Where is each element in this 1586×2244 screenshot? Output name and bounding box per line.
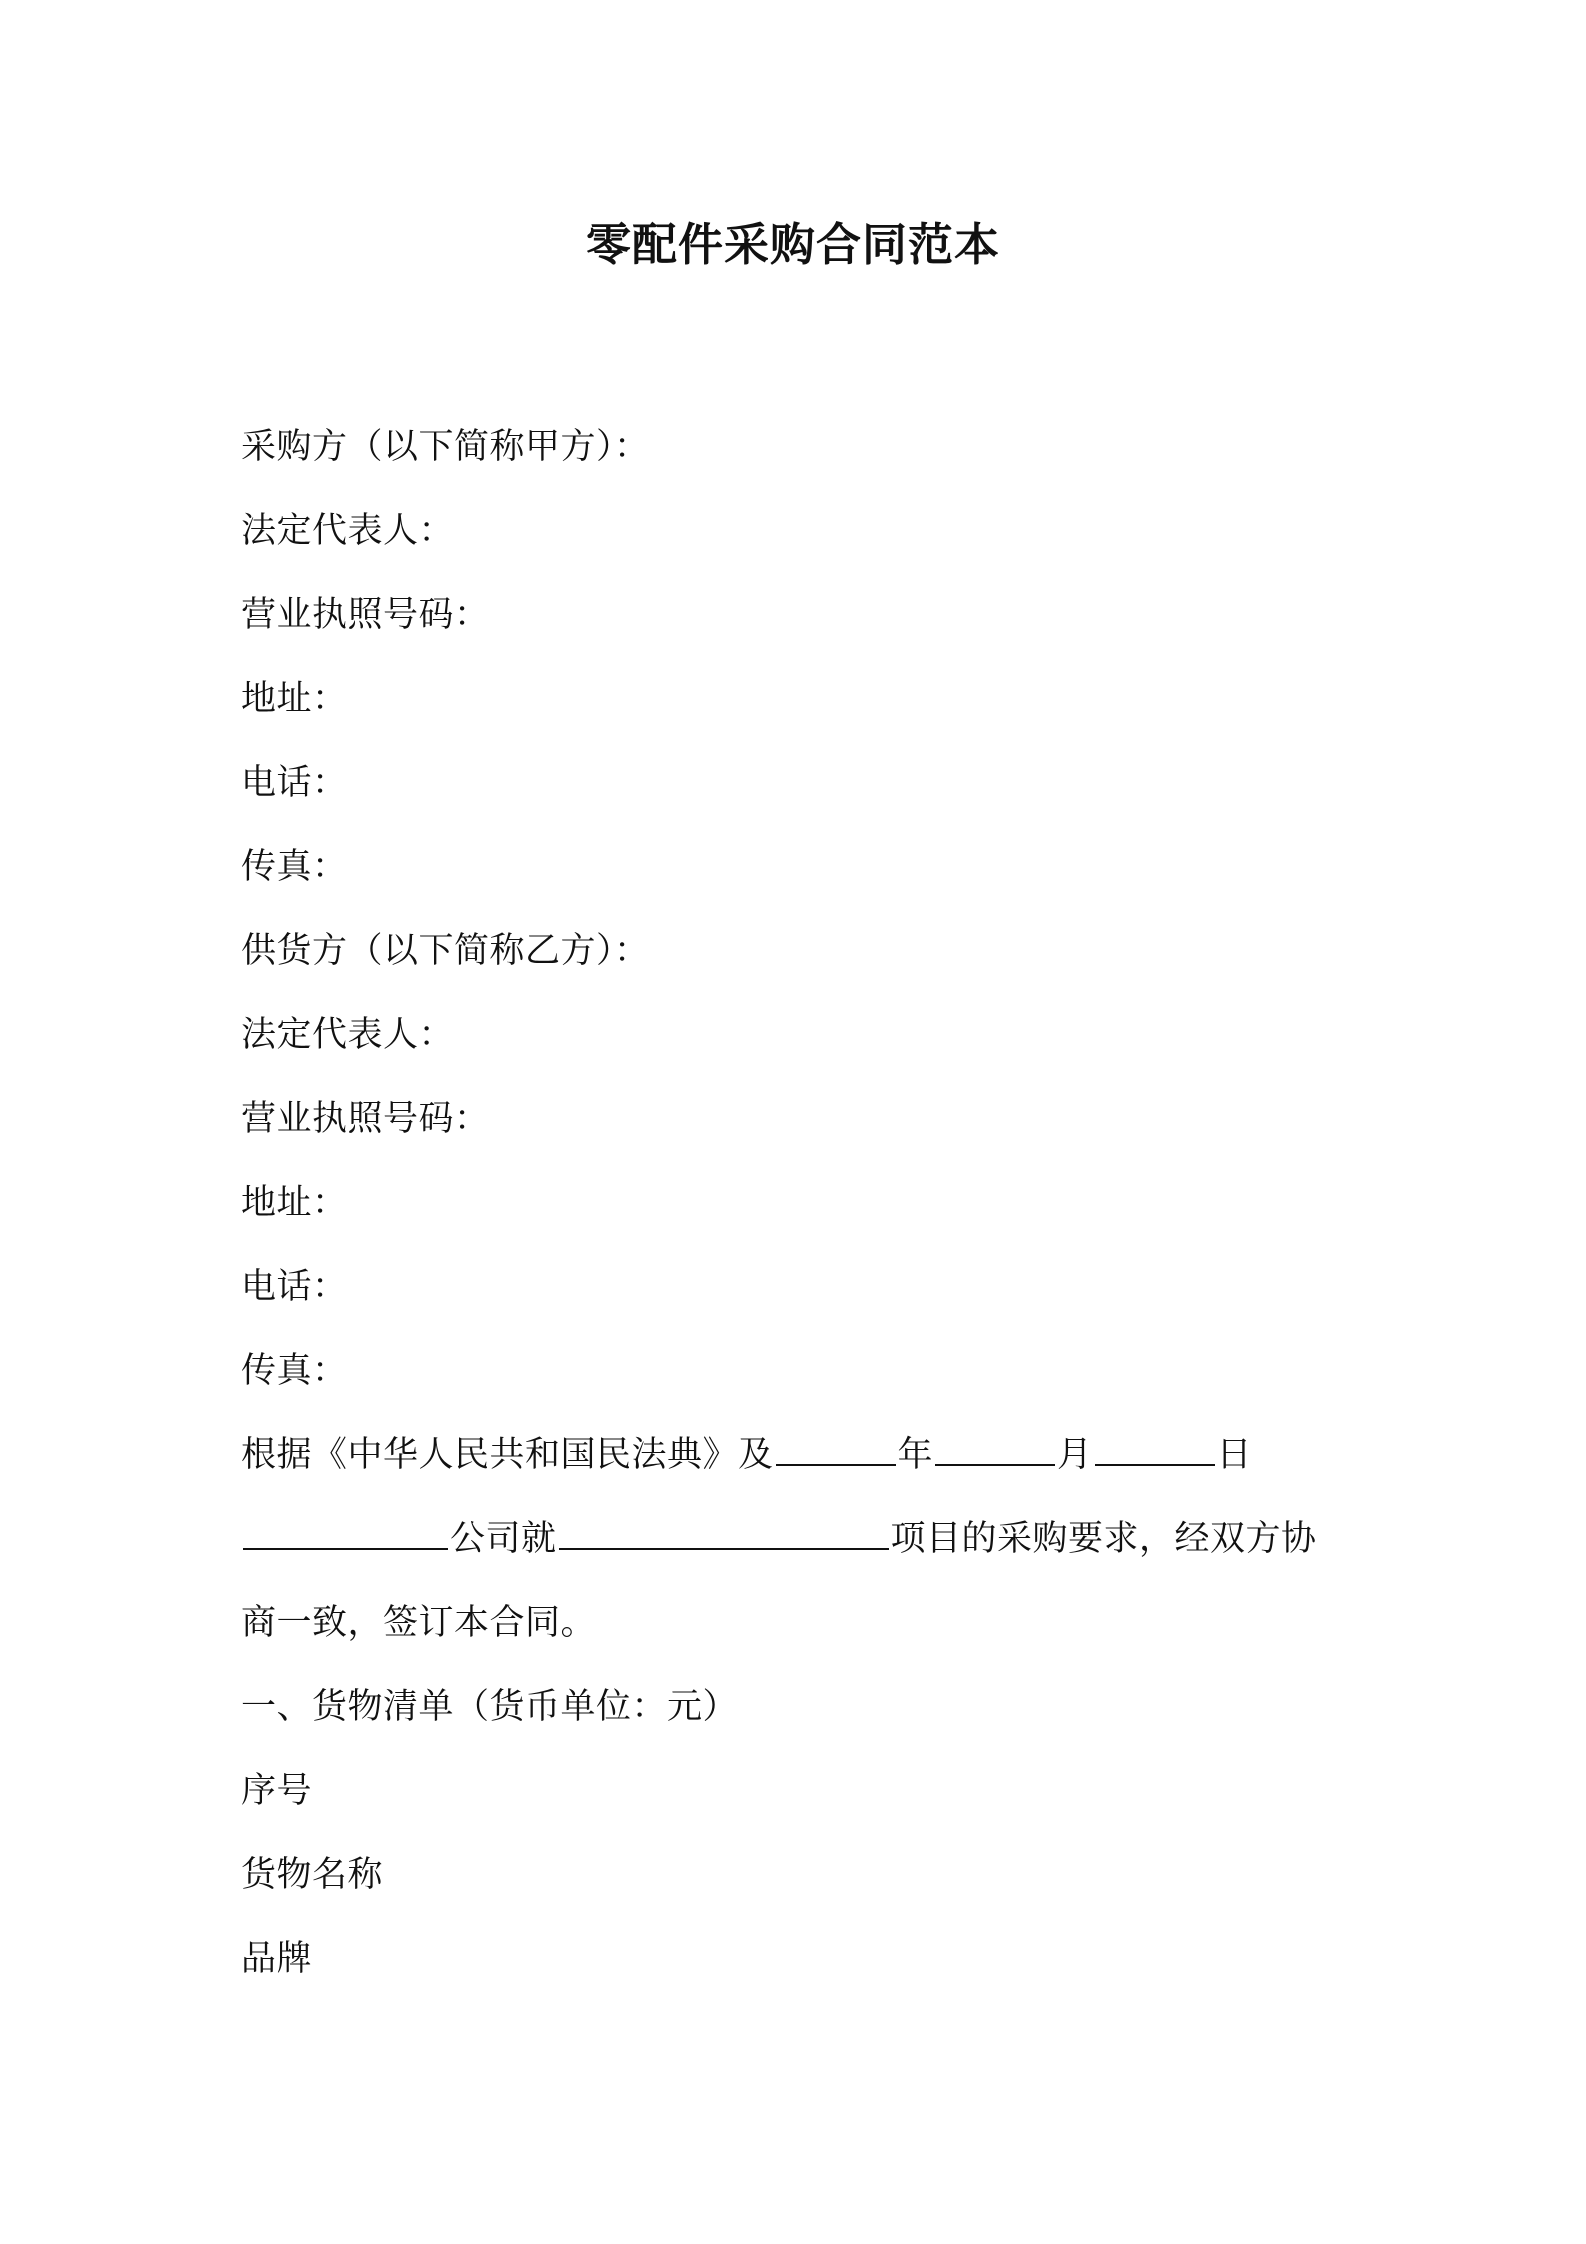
buyer-legal-rep: 法定代表人： — [241, 511, 455, 551]
buyer-license: 营业执照号码： — [241, 595, 490, 635]
month-label: 月 — [1057, 1435, 1093, 1475]
field-serial: 序号 — [241, 1771, 313, 1811]
month-blank — [935, 1434, 1055, 1466]
company-label: 公司就 — [450, 1519, 557, 1559]
project-label: 项目的采购要求，经双方协 — [890, 1519, 1317, 1559]
preamble-text-1: 根据《中华人民共和国民法典》及 — [241, 1435, 774, 1475]
day-label: 日 — [1216, 1435, 1253, 1475]
buyer-fax: 传真： — [241, 847, 348, 887]
supplier-license: 营业执照号码： — [241, 1099, 490, 1139]
buyer-phone: 电话： — [241, 763, 348, 803]
supplier-legal-rep: 法定代表人： — [241, 1015, 455, 1055]
document-title: 零配件采购合同范本 — [585, 218, 1000, 271]
supplier-phone: 电话： — [241, 1267, 348, 1307]
preamble-line-2 — [241, 1497, 1351, 1581]
supplier-heading: 供货方（以下简称乙方）： — [241, 931, 650, 971]
supplier-address: 地址： — [241, 1183, 348, 1223]
field-brand: 品牌 — [241, 1939, 313, 1979]
document-body — [241, 405, 1351, 2001]
company-blank — [243, 1518, 448, 1550]
preamble-line-3: 商一致，签订本合同。 — [241, 1603, 597, 1643]
project-blank — [559, 1518, 889, 1550]
field-goods-name: 货物名称 — [241, 1855, 384, 1895]
year-blank — [776, 1434, 896, 1466]
section-1-heading: 一、货物清单（货币单位：元） — [241, 1687, 739, 1727]
preamble-line-1 — [241, 1413, 1351, 1497]
year-label: 年 — [897, 1435, 934, 1475]
buyer-address: 地址： — [241, 679, 348, 719]
buyer-heading: 采购方（以下简称甲方）： — [241, 427, 650, 467]
day-blank — [1095, 1434, 1215, 1466]
supplier-fax: 传真： — [241, 1351, 348, 1391]
